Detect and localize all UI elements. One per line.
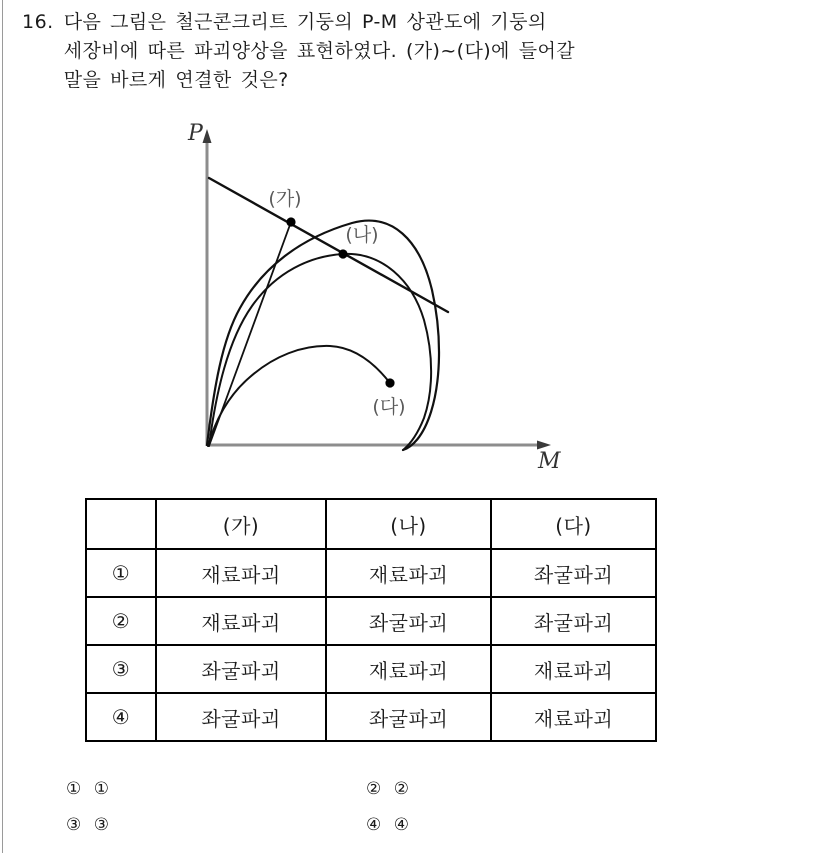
table-header-ga: (가) — [156, 499, 326, 549]
point-label-na: (나) — [345, 224, 379, 246]
table-cell-ga: 재료파괴 — [156, 597, 326, 645]
question-row — [22, 8, 782, 95]
table-row-index: ① — [86, 549, 156, 597]
table-cell-ga: 좌굴파괴 — [156, 693, 326, 741]
table-row-index: ④ — [86, 693, 156, 741]
table-header-na: (나) — [326, 499, 491, 549]
table-header-da: (다) — [491, 499, 656, 549]
choice-label: ④ — [393, 815, 410, 835]
table-row[interactable] — [86, 549, 656, 597]
y-axis — [203, 129, 212, 446]
choice-label: ③ — [93, 815, 110, 835]
question-line-1: 다음 그림은 철근콘크리트 기둥의 P-M 상관도에 기둥의 — [63, 11, 547, 33]
point-label-da: (다) — [372, 396, 406, 418]
table-row[interactable] — [86, 645, 656, 693]
choice-option-4[interactable] — [366, 815, 666, 835]
table-cell-da: 재료파괴 — [491, 645, 656, 693]
y-axis-label: P — [188, 121, 203, 146]
choice-label: ② — [393, 779, 410, 799]
question-number: 16. — [22, 11, 54, 33]
choice-row-2 — [66, 815, 766, 851]
table-cell-ga: 재료파괴 — [156, 549, 326, 597]
table-cell-na: 재료파괴 — [326, 549, 491, 597]
point-marker-na — [338, 249, 347, 258]
table-cell-na: 좌굴파괴 — [326, 597, 491, 645]
choice-option-2[interactable] — [366, 779, 666, 799]
table-row-index: ② — [86, 597, 156, 645]
question-line-2: 세장비에 따른 파괴양상을 표현하였다. (가)~(다)에 들어갈 — [63, 40, 576, 62]
choice-row-1 — [66, 779, 766, 815]
table-cell-na: 좌굴파괴 — [326, 693, 491, 741]
question-text — [64, 8, 782, 95]
choice-marker-icon: ② — [366, 779, 382, 799]
question-line-3: 말을 바르게 연결한 것은? — [63, 69, 289, 91]
point-marker-da — [385, 378, 394, 387]
point-label-ga: (가) — [268, 188, 302, 210]
choice-label: ① — [93, 779, 110, 799]
choice-marker-icon: ④ — [366, 815, 382, 835]
table-cell-na: 재료파괴 — [326, 645, 491, 693]
question-block — [22, 8, 782, 95]
answer-options-table — [85, 498, 657, 742]
table-cell-da: 재료파괴 — [491, 693, 656, 741]
choice-marker-icon: ③ — [66, 815, 82, 835]
pm-interaction-figure — [0, 110, 826, 480]
choice-list — [66, 779, 766, 851]
table-header-blank — [86, 499, 156, 549]
table-row[interactable] — [86, 597, 656, 645]
x-axis-label: M — [538, 449, 561, 474]
x-axis — [207, 441, 551, 450]
table-cell-da: 좌굴파괴 — [491, 549, 656, 597]
choice-option-3[interactable] — [66, 815, 366, 835]
table-row-index: ③ — [86, 645, 156, 693]
table-row[interactable] — [86, 693, 656, 741]
choice-marker-icon: ① — [66, 779, 82, 799]
table-header-row — [86, 499, 656, 549]
pm-diagram-svg — [0, 110, 826, 480]
curve-da — [208, 346, 390, 446]
table-cell-ga: 좌굴파괴 — [156, 645, 326, 693]
table-cell-da: 좌굴파괴 — [491, 597, 656, 645]
point-marker-ga — [286, 217, 295, 226]
answer-table-container — [85, 498, 655, 742]
choice-option-1[interactable] — [66, 779, 366, 799]
